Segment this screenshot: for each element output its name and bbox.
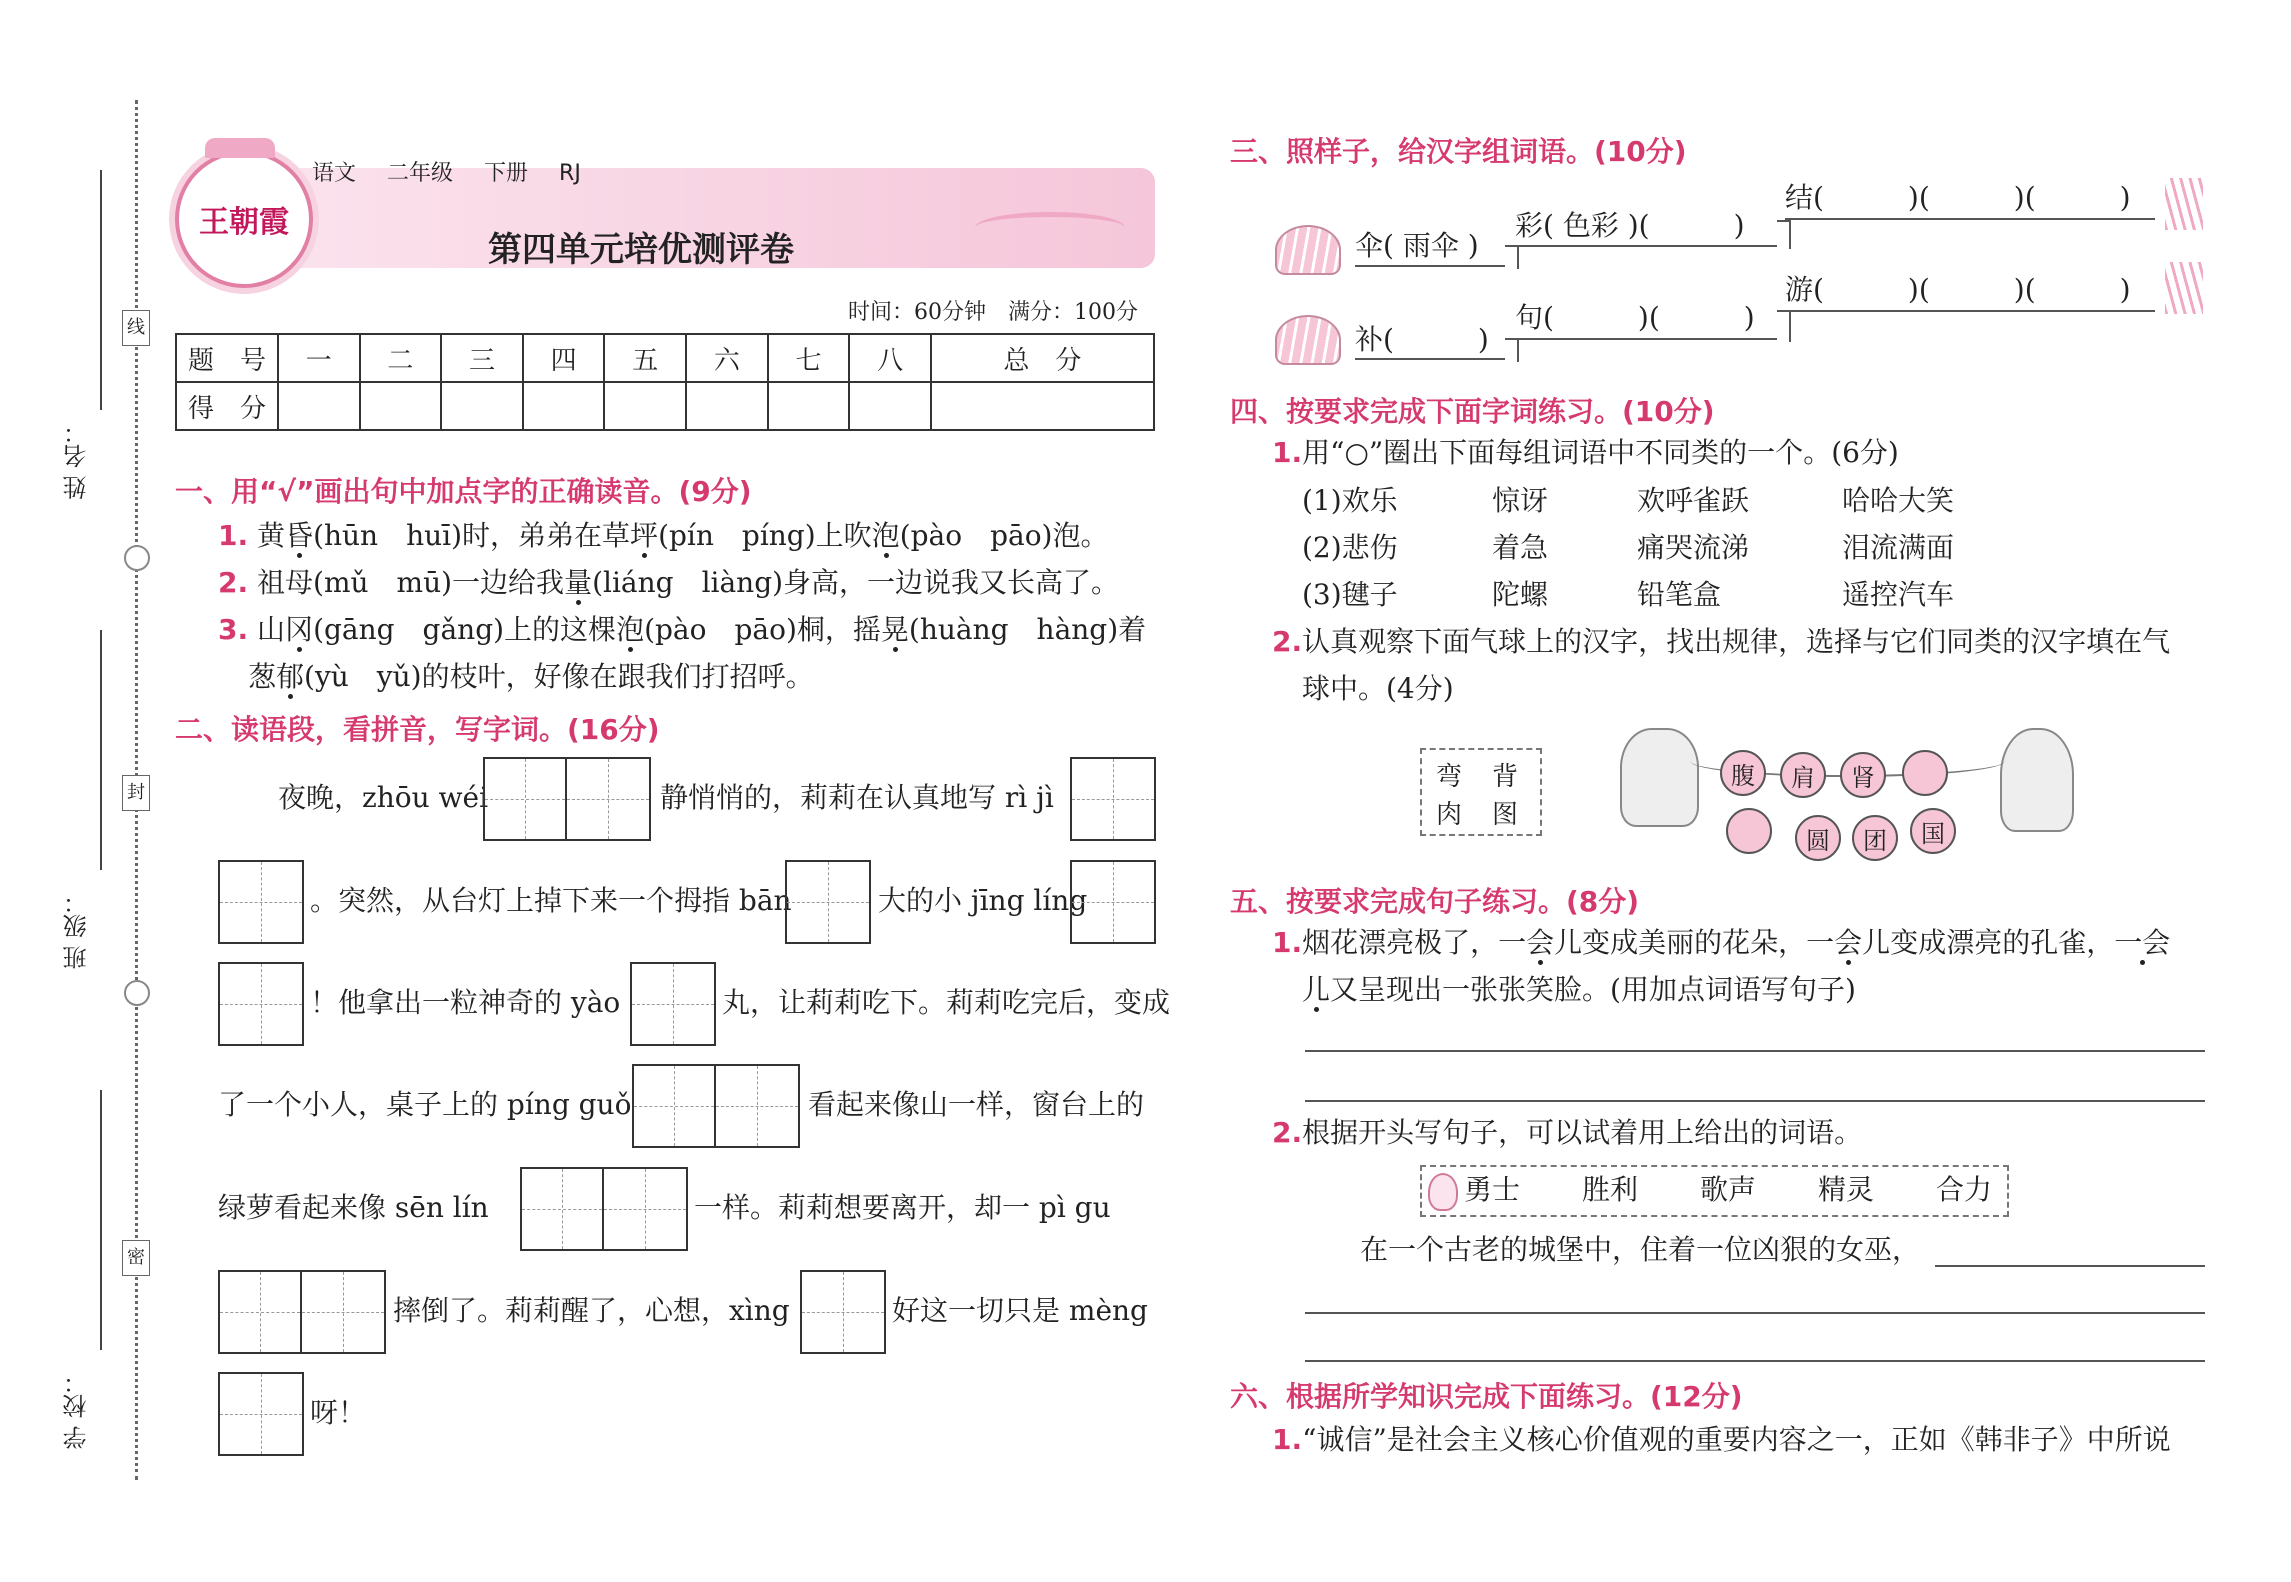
s2-text-10: 一样。莉莉想要离开，却一 pì gu [694, 1191, 1111, 1224]
word-option[interactable]: 遥控汽车 [1842, 578, 1955, 611]
s2-text-9: 绿萝看起来像 sēn lín [218, 1191, 489, 1224]
s1-question-3-cont: 葱郁(yù yǔ)的枝叶，好像在跟我们打招呼。 [248, 660, 814, 693]
word-option[interactable]: 欢呼雀跃 [1637, 484, 1750, 517]
balloon: 腹 [1720, 750, 1766, 796]
s3-r1-c-line [1785, 218, 2155, 220]
score-header-cell: 六 [686, 334, 768, 382]
write-box-jingling-2[interactable] [218, 962, 304, 1046]
write-box-yao[interactable] [630, 962, 716, 1046]
s2-text-4: 大的小 jīng líng [878, 884, 1088, 917]
score-table [175, 333, 1155, 431]
word-option[interactable]: 陀螺 [1492, 578, 1549, 611]
answer-line[interactable] [1305, 1050, 2205, 1052]
header-subject: 语文 [312, 161, 357, 186]
bunny-icon [1428, 1173, 1458, 1211]
score-row-label: 得 分 [176, 382, 278, 430]
s3-r2-c: 游( )( )( ) [1785, 273, 2131, 306]
score-input-cell[interactable] [523, 382, 605, 430]
s5-question-1-cont: 儿又呈现出一张张笑脸。(用加点词语写句子) [1302, 973, 1856, 1006]
side-mark-mi: 密 [122, 1240, 150, 1276]
section-1-title: 一、用“√”画出句中加点字的正确读音。(9分) [175, 475, 752, 508]
option-char: 图 [1492, 800, 1519, 830]
s3-r2-a-line [1355, 358, 1505, 360]
word-option[interactable]: 哈哈大笑 [1842, 484, 1955, 517]
score-input-cell[interactable] [360, 382, 442, 430]
s3-r2-b-line [1515, 338, 1777, 340]
score-input-cell[interactable] [768, 382, 850, 430]
s4-question-1: 1.用“○”圈出下面每组词语中不同类的一个。(6分) [1272, 436, 1899, 469]
shell-icon [1275, 225, 1341, 275]
s1-question-1: 1. 黄昏(hūn huī)时，弟弟在草坪(pín píng)上吹泡(pào pāo)泡。 [218, 519, 1109, 552]
side-circle-icon [124, 980, 150, 1006]
s2-text-5: ！他拿出一粒神奇的 yào [310, 986, 621, 1019]
score-header-cell: 五 [604, 334, 686, 382]
header-grade: 二年级 [387, 161, 454, 186]
section-2-title: 二、读语段，看拼音，写字词。(16分) [175, 713, 660, 746]
s2-text-2: 静悄悄的，莉莉在认真地写 rì jì [660, 781, 1054, 814]
s1-question-3: 3. 山冈(gāng gǎng)上的这棵泡(pào pāo)桐，摇晃(huàng hàng)着 [218, 613, 1147, 646]
score-header-cell: 七 [768, 334, 850, 382]
option-char: 弯 [1436, 762, 1463, 792]
score-input-cell[interactable] [441, 382, 523, 430]
swoosh-decoration [975, 212, 1125, 243]
write-box-pingguo[interactable] [632, 1064, 800, 1148]
score-header-cell: 八 [849, 334, 931, 382]
s4-group-2 [1302, 530, 1954, 566]
write-box-riji-2[interactable] [218, 860, 304, 944]
balloon: 国 [1910, 808, 1956, 854]
word-option[interactable]: (1)欢乐 [1302, 484, 1398, 517]
s6-question-1: 1.“诚信”是社会主义核心价值观的重要内容之一，正如《韩非子》中所说 [1272, 1423, 2171, 1456]
balloon: 肾 [1840, 752, 1886, 798]
balloon: 肩 [1780, 752, 1826, 798]
s3-r1-c: 结( )( )( ) [1785, 181, 2131, 214]
word-option[interactable]: 着急 [1492, 531, 1549, 564]
score-header-cell: 总 分 [931, 334, 1154, 382]
write-box-senlin[interactable] [520, 1167, 688, 1251]
brand-logo [175, 150, 313, 288]
s2-text-12: 好这一切只是 mèng [892, 1294, 1148, 1327]
score-header-cell: 二 [360, 334, 442, 382]
s5-question-2: 2.根据开头写句子，可以试着用上给出的词语。 [1272, 1116, 1863, 1149]
side-circle-icon [124, 545, 150, 571]
score-input-cell[interactable] [278, 382, 360, 430]
write-box-xing[interactable] [800, 1270, 886, 1354]
shell-icon [1275, 315, 1341, 365]
score-header-cell: 一 [278, 334, 360, 382]
s4-question-2-cont: 球中。(4分) [1302, 672, 1454, 705]
word-option[interactable]: 铅笔盒 [1637, 578, 1722, 611]
s3-r2-a: 补( ) [1355, 323, 1489, 356]
write-box-jingling-1[interactable] [1070, 860, 1156, 944]
write-box-meng[interactable] [218, 1372, 304, 1456]
s5-start-sentence: 在一个古老的城堡中，住着一位凶狠的女巫， [1360, 1233, 1921, 1266]
time-info: 时间：60分钟 满分：100分 [848, 300, 1138, 325]
s4-group-3 [1302, 577, 1954, 613]
s3-r1-a: 伞( 雨伞 ) [1355, 229, 1479, 262]
score-table-score-row [176, 382, 1154, 430]
header-term: 下册 [484, 161, 529, 186]
s4-group-1 [1302, 483, 1954, 519]
s3-bracket-2 [1777, 220, 1791, 249]
word-option[interactable]: 痛哭流涕 [1637, 531, 1750, 564]
brand-logo-text: 王朝霞 [199, 205, 289, 240]
s1-question-2: 2. 祖母(mǔ mū)一边给我量(liáng liàng)身高，一边说我又长高了。 [218, 566, 1120, 599]
side-class-line [100, 630, 102, 870]
s2-text-8: 看起来像山一样，窗台上的 [808, 1088, 1145, 1121]
side-school-line [100, 1090, 102, 1350]
option-char: 背 [1492, 762, 1519, 792]
score-table-header-row [176, 334, 1154, 382]
section-5-title: 五、按要求完成句子练习。(8分) [1230, 885, 1640, 918]
s3-r1-a-line [1355, 265, 1505, 267]
s3-r1-b: 彩( 色彩 )( ) [1515, 209, 1745, 242]
bear-icon [2000, 728, 2074, 832]
side-mark-xian: 线 [122, 310, 150, 346]
s3-r2-b: 句( )( ) [1515, 301, 1755, 334]
word-bank-box [1420, 1165, 2009, 1217]
s3-bracket-4 [1777, 310, 1791, 342]
s5-question-1: 1.烟花漂亮极了，一会儿变成美丽的花朵，一会儿变成漂亮的孔雀，一会 [1272, 926, 2171, 959]
word-bank: 勇士 胜利 歌声 精灵 合力 [1464, 1173, 1993, 1206]
s2-text-1: 夜晚，zhōu wéi [278, 781, 489, 814]
s3-r2-c-line [1785, 310, 2155, 312]
side-name-label: 姓 名： [63, 420, 91, 500]
option-char: 肉 [1436, 800, 1463, 830]
s2-text-3: 。突然，从台灯上掉下来一个拇指 bān [310, 884, 792, 917]
balloon-empty[interactable] [1902, 750, 1948, 796]
word-option[interactable]: (3)毽子 [1302, 578, 1398, 611]
elephant-icon [1620, 728, 1699, 827]
grass-icon [2165, 262, 2203, 314]
word-option[interactable]: 惊讶 [1492, 484, 1549, 517]
answer-line[interactable] [1305, 1100, 2205, 1102]
section-4-title: 四、按要求完成下面字词练习。(10分) [1230, 395, 1715, 428]
section-3-title: 三、照样子，给汉字组词语。(10分) [1230, 135, 1687, 168]
grass-icon [2165, 178, 2203, 230]
s3-bracket-1 [1505, 245, 1519, 269]
page-title: 第四单元培优测评卷 [488, 230, 794, 270]
s2-text-11: 摔倒了。莉莉醒了，心想，xìng [393, 1294, 790, 1327]
side-name-line [100, 170, 102, 410]
balloon: 团 [1852, 815, 1898, 861]
score-input-cell[interactable] [686, 382, 768, 430]
write-box-ban[interactable] [785, 860, 871, 944]
balloon: 圆 [1795, 815, 1841, 861]
word-option[interactable]: (2)悲伤 [1302, 531, 1398, 564]
s2-text-6: 丸，让莉莉吃下。莉莉吃完后，变成 [722, 986, 1171, 1019]
score-header-cell: 四 [523, 334, 605, 382]
s4-question-2: 2.认真观察下面气球上的汉字，找出规律，选择与它们同类的汉字填在气 [1272, 625, 2171, 658]
score-input-cell[interactable] [849, 382, 931, 430]
side-school-label: 学 校： [63, 1370, 91, 1450]
header-meta [312, 156, 581, 187]
section-6-title: 六、根据所学知识完成下面练习。(12分) [1230, 1380, 1743, 1413]
word-option[interactable]: 泪流满面 [1842, 531, 1955, 564]
balloon-empty[interactable] [1726, 808, 1772, 854]
answer-line[interactable] [1935, 1265, 2205, 1267]
s3-r1-b-line [1515, 245, 1777, 247]
header-edition: RJ [559, 161, 581, 186]
answer-line[interactable] [1305, 1312, 2205, 1314]
s3-bracket-3 [1505, 338, 1519, 362]
answer-line[interactable] [1305, 1360, 2205, 1362]
crown-icon [205, 138, 275, 158]
s2-text-7: 了一个小人，桌子上的 píng guǒ [218, 1088, 632, 1121]
score-input-cell[interactable] [604, 382, 686, 430]
option-box [1420, 748, 1542, 836]
write-box-pigu[interactable] [218, 1270, 386, 1354]
side-class-label: 班 级： [63, 890, 91, 970]
write-box-riji-1[interactable] [1070, 757, 1156, 841]
score-header-cell: 题 号 [176, 334, 278, 382]
score-input-cell[interactable] [931, 382, 1154, 430]
side-mark-feng: 封 [122, 775, 150, 811]
s2-text-13: 呀！ [310, 1396, 367, 1429]
write-box-zhouwei[interactable] [483, 757, 651, 841]
score-header-cell: 三 [441, 334, 523, 382]
